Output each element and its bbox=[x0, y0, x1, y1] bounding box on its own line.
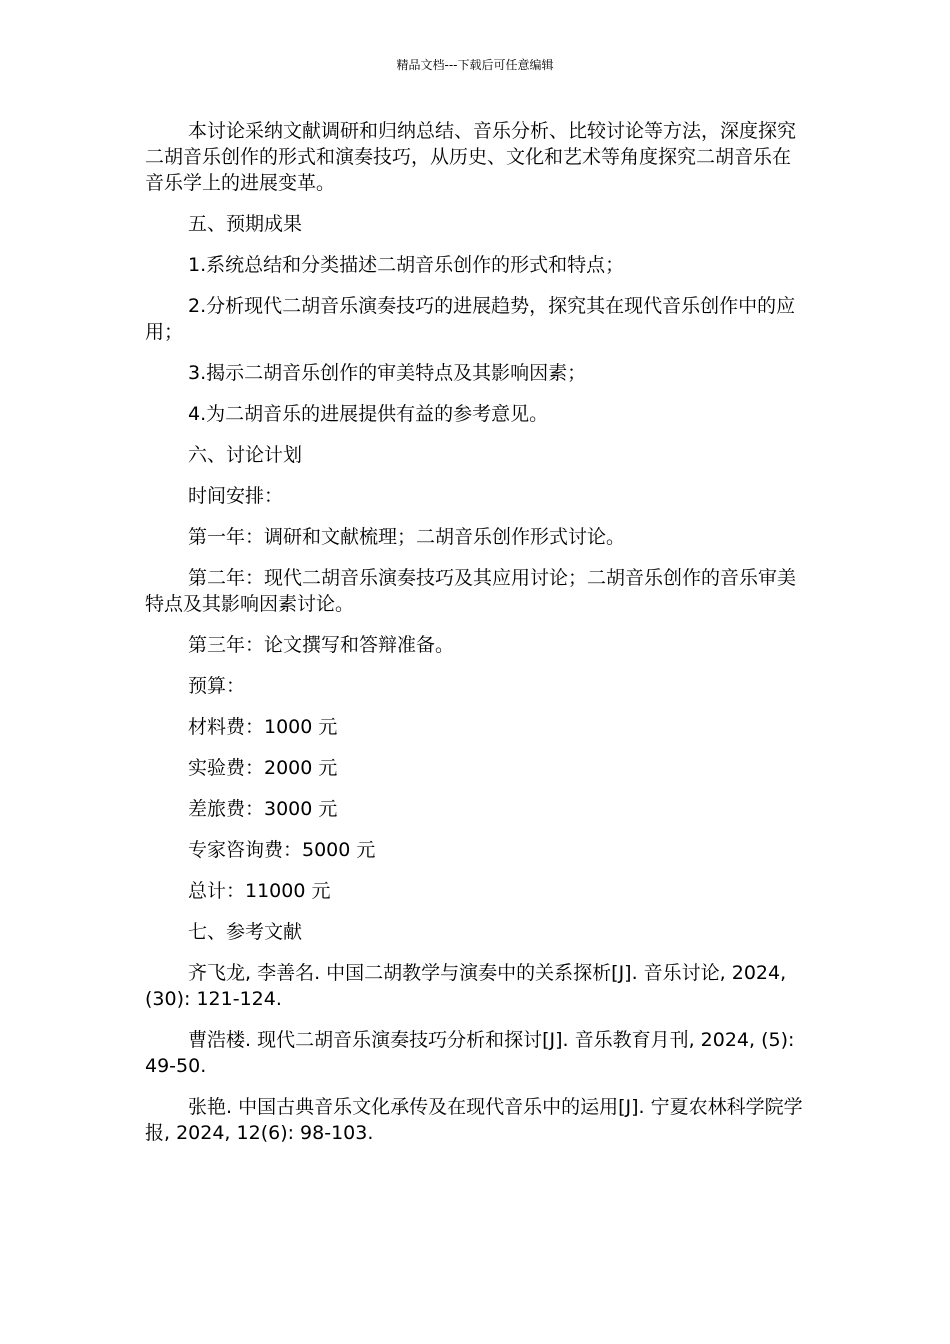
budget-item: 专家咨询费：5000 元 bbox=[188, 839, 376, 861]
list-item: 1.系统总结和分类描述二胡音乐创作的形式和特点； bbox=[188, 254, 625, 276]
list-item: 2.分析现代二胡音乐演奏技巧的进展趋势，探究其在现代音乐创作中的应用； bbox=[145, 295, 796, 343]
heading-research-plan: 六、讨论计划 bbox=[188, 444, 303, 466]
schedule-item: 第一年：调研和文献梳理；二胡音乐创作形式讨论。 bbox=[188, 526, 626, 548]
list-item: 3.揭示二胡音乐创作的审美特点及其影响因素； bbox=[188, 362, 587, 384]
list-item: 4.为二胡音乐的进展提供有益的参考意见。 bbox=[188, 403, 549, 425]
paragraph-methods: 本讨论采纳文献调研和归纳总结、音乐分析、比较讨论等方法，深度探究二胡音乐创作的形式和演奏技巧，从历史、文化和艺术等角度探究二胡音乐在音乐学上的进展变革。 bbox=[145, 120, 797, 194]
budget-item: 差旅费：3000 元 bbox=[188, 798, 338, 820]
schedule-item: 第三年：论文撰写和答辩准备。 bbox=[188, 634, 455, 656]
document-body bbox=[145, 118, 805, 1161]
schedule-label: 时间安排： bbox=[188, 485, 284, 507]
budget-item: 实验费：2000 元 bbox=[188, 757, 338, 779]
reference-item: 曹浩楼. 现代二胡音乐演奏技巧分析和探讨[J]. 音乐教育月刊, 2024, (5): 49-50. bbox=[145, 1029, 801, 1077]
budget-label: 预算： bbox=[188, 675, 246, 697]
schedule-item: 第二年：现代二胡音乐演奏技巧及其应用讨论；二胡音乐创作的音乐审美特点及其影响因素讨论。 bbox=[145, 567, 797, 615]
reference-item: 张艳. 中国古典音乐文化承传及在现代音乐中的运用[J]. 宁夏农林科学院学报, 2024, 12(6): 98-103. bbox=[145, 1096, 803, 1144]
heading-expected-results: 五、预期成果 bbox=[188, 213, 303, 235]
reference-item: 齐飞龙, 李善名. 中国二胡教学与演奏中的关系探析[J]. 音乐讨论, 2024, (30): 121-124. bbox=[145, 962, 793, 1010]
budget-item: 材料费：1000 元 bbox=[188, 716, 338, 738]
page-header: 精品文档---下载后可任意编辑 bbox=[396, 58, 554, 72]
budget-total: 总计：11000 元 bbox=[188, 880, 331, 902]
heading-references: 七、参考文献 bbox=[188, 921, 303, 943]
